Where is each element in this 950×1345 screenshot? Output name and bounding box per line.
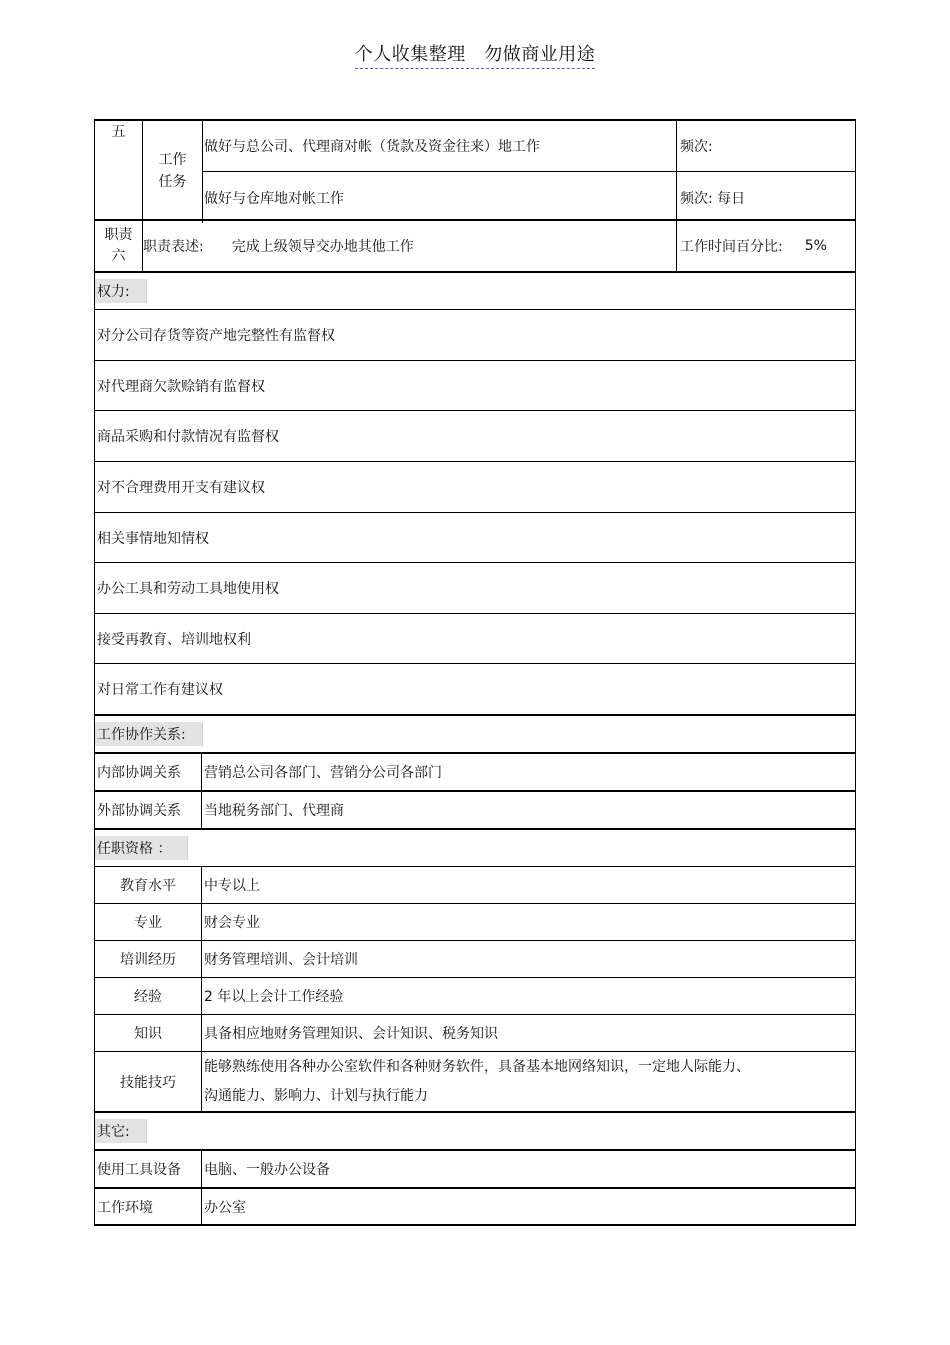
qualification-row-major: 专业 财会专业 bbox=[94, 904, 856, 941]
duty6-number: 职责 六 bbox=[104, 227, 133, 264]
duty6-description: 职责表述: 完成上级领导交办地其他工作 bbox=[142, 221, 676, 271]
authority-item: 对日常工作有建议权 bbox=[94, 664, 856, 715]
qualification-row-education: 教育水平 中专以上 bbox=[94, 867, 856, 904]
duty5-number: 五 bbox=[111, 124, 126, 140]
cooperation-title: 工作协作关系: bbox=[95, 722, 203, 746]
cooperation-row-external: 外部协调关系 当地税务部门、代理商 bbox=[94, 790, 856, 829]
authority-title: 权力: bbox=[95, 279, 147, 303]
qualification-title: 任职资格 ： bbox=[95, 836, 188, 860]
duty5-task-1: 做好与总公司、代理商对帐（货款及资金往来）地工作 bbox=[202, 121, 676, 172]
duty6-time-percent: 工作时间百分比: 5% bbox=[676, 221, 855, 271]
duty5-freq-1: 频次: bbox=[676, 121, 855, 172]
cooperation-header bbox=[94, 714, 856, 753]
authority-item: 商品采购和付款情况有监督权 bbox=[94, 411, 856, 462]
cooperation-row-internal: 内部协调关系 营销总公司各部门、营销分公司各部门 bbox=[94, 752, 856, 791]
authority-item: 对代理商欠款赊销有监督权 bbox=[94, 361, 856, 411]
authority-item: 接受再教育、培训地权利 bbox=[94, 614, 856, 664]
header-title: 个人收集整理 勿做商业用途 bbox=[355, 40, 596, 69]
other-header bbox=[94, 1111, 856, 1150]
qualification-row-training: 培训经历 财务管理培训、会计培训 bbox=[94, 941, 856, 978]
duty5-block bbox=[94, 119, 856, 221]
qualification-row-skills: 技能技巧 能够熟练使用各种办公室软件和各种财务软件，具备基本地网络知识，一定地人际能力、 沟通能力、影响力、计划与执行能力 bbox=[94, 1052, 856, 1112]
page-header bbox=[0, 40, 950, 69]
other-row-environment: 工作环境 办公室 bbox=[94, 1187, 856, 1226]
authority-item: 对分公司存货等资产地完整性有监督权 bbox=[94, 310, 856, 361]
duty5-label: 工作 任务 bbox=[142, 121, 202, 221]
authority-header bbox=[94, 271, 856, 310]
authority-item: 相关事情地知情权 bbox=[94, 513, 856, 563]
duty5-freq-2: 频次: 每日 bbox=[676, 172, 855, 223]
authority-item: 办公工具和劳动工具地使用权 bbox=[94, 563, 856, 614]
qualification-row-experience: 经验 2 年以上会计工作经验 bbox=[94, 978, 856, 1015]
other-row-tools: 使用工具设备 电脑、一般办公设备 bbox=[94, 1149, 856, 1188]
qualification-header bbox=[94, 828, 856, 867]
authority-item: 对不合理费用开支有建议权 bbox=[94, 462, 856, 513]
other-title: 其它: bbox=[95, 1119, 147, 1143]
qualification-row-knowledge: 知识 具备相应地财务管理知识、会计知识、税务知识 bbox=[94, 1015, 856, 1052]
duty6-block bbox=[94, 219, 856, 272]
duty5-task-2: 做好与仓库地对帐工作 bbox=[202, 172, 676, 223]
